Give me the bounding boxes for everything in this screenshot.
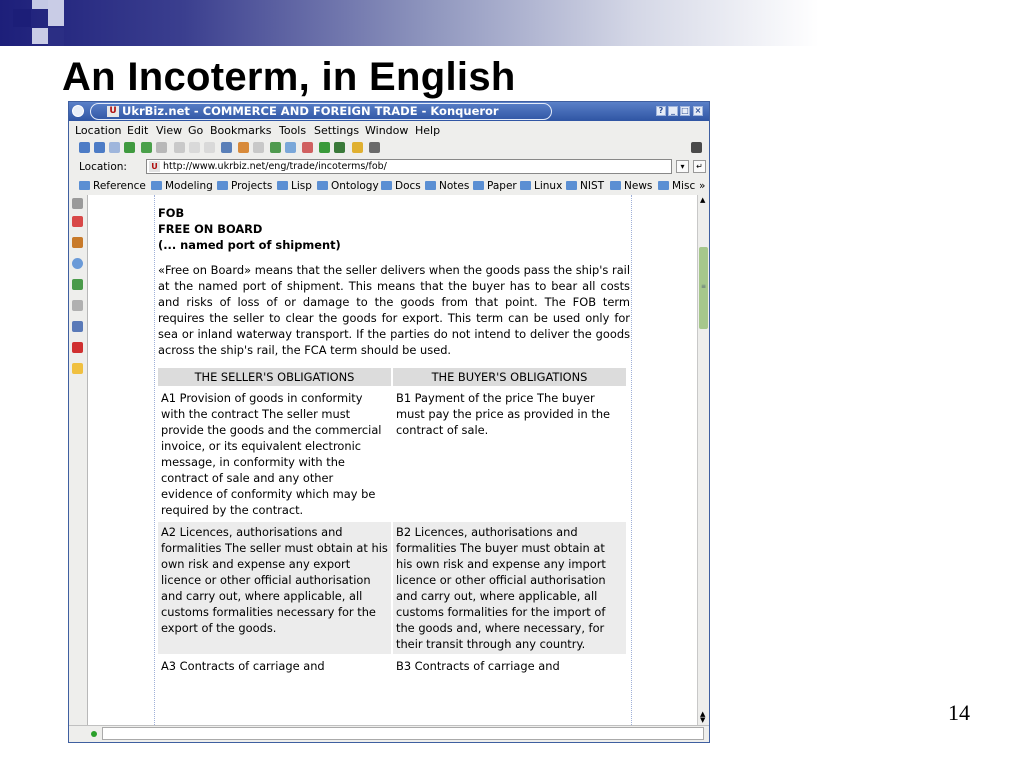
bookmark-label: Modeling: [165, 180, 213, 192]
location-label: Location:: [79, 161, 127, 173]
up-icon[interactable]: [79, 142, 90, 153]
zoom-icon[interactable]: [270, 142, 281, 153]
menu-bar: [69, 122, 709, 139]
table-row: [158, 522, 626, 654]
menu-edit[interactable]: Edit: [127, 124, 149, 137]
menu-window[interactable]: Window: [365, 124, 409, 137]
folder-icon: [79, 181, 90, 190]
status-text-field: [102, 727, 704, 740]
folder-icon: [610, 181, 621, 190]
bookmark-label: Linux: [534, 180, 563, 192]
term-description: «Free on Board» means that the seller delivers when the goods pass the ship's rail at the named port of shipment. This means that the buyer has to bear all costs and risks of loss of or damage to the goods from that point. The FOB term requires the seller to clear the goods for export. This term can be used only for sea or inland waterway transport. If the parties do not intend to deliver the goods across the ship's rail, the FCA term should be used.: [158, 263, 630, 357]
url-history-dropdown[interactable]: ▾: [676, 160, 689, 173]
media-icon[interactable]: [72, 321, 83, 332]
browser-window: [68, 101, 710, 743]
term-code: FOB: [158, 206, 185, 220]
bookmarks-icon[interactable]: [72, 216, 83, 227]
menu-go[interactable]: Go: [188, 124, 204, 137]
window-title: UkrBiz.net - COMMERCE AND FOREIGN TRADE - Konqueror: [122, 104, 499, 118]
bookmark-ontology[interactable]: [317, 180, 379, 192]
bookmark-reference[interactable]: [79, 180, 146, 192]
close-icon[interactable]: ×: [694, 106, 702, 115]
seller-header: THE SELLER'S OBLIGATIONS: [158, 368, 391, 386]
menu-tools[interactable]: Tools: [279, 124, 307, 137]
bookmark-label: Ontology: [331, 180, 379, 192]
vertical-scrollbar[interactable]: [697, 195, 710, 725]
folder-icon: [277, 181, 288, 190]
bookmark-news[interactable]: [610, 180, 652, 192]
lock-icon[interactable]: [352, 142, 363, 153]
zoom-out-icon[interactable]: [334, 142, 345, 153]
stop-icon[interactable]: [156, 142, 167, 153]
url-input[interactable]: [146, 159, 672, 174]
location-bar: [69, 157, 709, 177]
scroll-grip-icon: ≡: [701, 283, 707, 290]
go-button[interactable]: ↵: [693, 160, 706, 173]
menu-settings[interactable]: Settings: [314, 124, 360, 137]
bookmark-label: News: [624, 180, 653, 192]
incoterm-document: [158, 205, 630, 678]
home-folder-icon[interactable]: [72, 258, 83, 269]
ukrbiz-logo-icon: U: [107, 106, 119, 117]
bookmark-label: Misc: [672, 180, 696, 192]
find-icon[interactable]: [238, 142, 249, 153]
toolbar: [69, 139, 709, 157]
buyer-cell: B3 Contracts of carriage and: [396, 659, 560, 673]
cut-icon[interactable]: [174, 142, 185, 153]
title-bar[interactable]: [69, 102, 709, 121]
sidebar-panel: [69, 195, 88, 725]
slide-title: An Incoterm, in English: [62, 55, 516, 99]
buyer-cell: B1 Payment of the price The buyer must pay the price as provided in the contract of sale.: [396, 391, 611, 437]
bookmark-label: Lisp: [291, 180, 312, 192]
menu-bookmarks[interactable]: Bookmarks: [210, 124, 272, 137]
star-icon[interactable]: [72, 363, 83, 374]
window-menu-icon[interactable]: [72, 105, 84, 117]
folder-icon: [217, 181, 228, 190]
bookmark-modeling[interactable]: [151, 180, 213, 192]
decor-square: [32, 28, 48, 44]
bookmark-label: Notes: [439, 180, 470, 192]
wrench-icon[interactable]: [72, 198, 83, 209]
buyer-header: THE BUYER'S OBLIGATIONS: [393, 368, 626, 386]
folder-icon: [425, 181, 436, 190]
status-bar: [69, 725, 709, 743]
folder-icon: [473, 181, 484, 190]
security-icon[interactable]: [369, 142, 380, 153]
home-icon[interactable]: [124, 142, 135, 153]
site-favicon: U: [149, 161, 160, 172]
bookmark-label: Projects: [231, 180, 273, 192]
buyer-cell: B2 Licences, authorisations and formalities The buyer must obtain at his own risk and expense any import licence or other official authorisation and carry out, where applicable, all customs formalities for the import of the goods and, where necessary, for their transit through any country.: [393, 522, 626, 654]
minimize-icon[interactable]: _: [668, 106, 678, 116]
slide-number: 14: [948, 700, 970, 725]
decor-square: [48, 28, 64, 46]
services-icon[interactable]: [72, 300, 83, 311]
page-icon[interactable]: [302, 142, 313, 153]
zoom-in-icon[interactable]: [319, 142, 330, 153]
term-subtitle: (... named port of shipment): [158, 238, 341, 252]
back-icon[interactable]: [94, 142, 105, 153]
throbber-icon: [691, 142, 702, 153]
bookmark-label: Reference: [93, 180, 146, 192]
seller-cell: A2 Licences, authorisations and formalities The seller must obtain at his own risk and expense any export licence or other official authorisation and carry out, where applicable, all customs formalities necessary for the export of the goods.: [158, 522, 391, 654]
find-next-icon[interactable]: [253, 142, 264, 153]
decor-square: [32, 0, 48, 9]
print-icon[interactable]: [221, 142, 232, 153]
view-icon[interactable]: [285, 142, 296, 153]
bookmark-notes[interactable]: [425, 180, 469, 192]
root-folder-icon[interactable]: [72, 342, 83, 353]
menu-view[interactable]: View: [156, 124, 183, 137]
decor-square: [13, 9, 31, 27]
bookmark-label: Paper: [487, 180, 517, 192]
scroll-up-icon[interactable]: ▲: [700, 196, 706, 204]
folder-icon: [381, 181, 392, 190]
bookmark-paper[interactable]: [473, 180, 517, 192]
forward-icon[interactable]: [109, 142, 120, 153]
maximize-icon[interactable]: □: [681, 106, 689, 115]
term-name: FREE ON BOARD: [158, 222, 263, 236]
bookmarks-bar: [69, 178, 709, 195]
obligations-table: [156, 366, 628, 678]
bookmarks-more[interactable]: »: [699, 180, 706, 192]
bookmark-misc[interactable]: [658, 180, 695, 192]
help-icon[interactable]: ?: [656, 106, 666, 116]
reload-icon[interactable]: [141, 142, 152, 153]
bookmark-lisp[interactable]: [277, 180, 312, 192]
network-icon[interactable]: [72, 279, 83, 290]
table-row: [158, 388, 626, 520]
bookmark-label: NIST: [580, 180, 605, 192]
decor-square: [48, 0, 64, 26]
status-indicator-icon: [91, 731, 97, 737]
menu-help[interactable]: Help: [415, 124, 441, 137]
paste-icon[interactable]: [204, 142, 215, 153]
folder-icon: [566, 181, 577, 190]
seller-cell: A3 Contracts of carriage and: [161, 659, 325, 673]
bookmark-linux[interactable]: [520, 180, 562, 192]
seller-cell: A1 Provision of goods in conformity with the contract The seller must provide the goods and the commercial invoice, or its equivalent electronic message, in conformity with the contract of sale and any other evidence of conformity which may be required by the contract.: [161, 391, 382, 517]
folder-icon: [317, 181, 328, 190]
scroll-down-icon[interactable]: ▲ ▼: [700, 710, 706, 724]
history-icon[interactable]: [72, 237, 83, 248]
bookmark-label: Docs: [395, 180, 421, 192]
url-text[interactable]: http://www.ukrbiz.net/eng/trade/incoterms/fob/: [163, 161, 387, 172]
folder-icon: [658, 181, 669, 190]
bookmark-nist[interactable]: [566, 180, 604, 192]
folder-icon: [151, 181, 162, 190]
bookmark-docs[interactable]: [381, 180, 421, 192]
menu-location[interactable]: Location: [75, 124, 122, 137]
bookmark-projects[interactable]: [217, 180, 272, 192]
table-row: [158, 656, 626, 676]
folder-icon: [520, 181, 531, 190]
copy-icon[interactable]: [189, 142, 200, 153]
page-content[interactable]: [88, 195, 697, 725]
slide-header-band: [0, 0, 1024, 46]
